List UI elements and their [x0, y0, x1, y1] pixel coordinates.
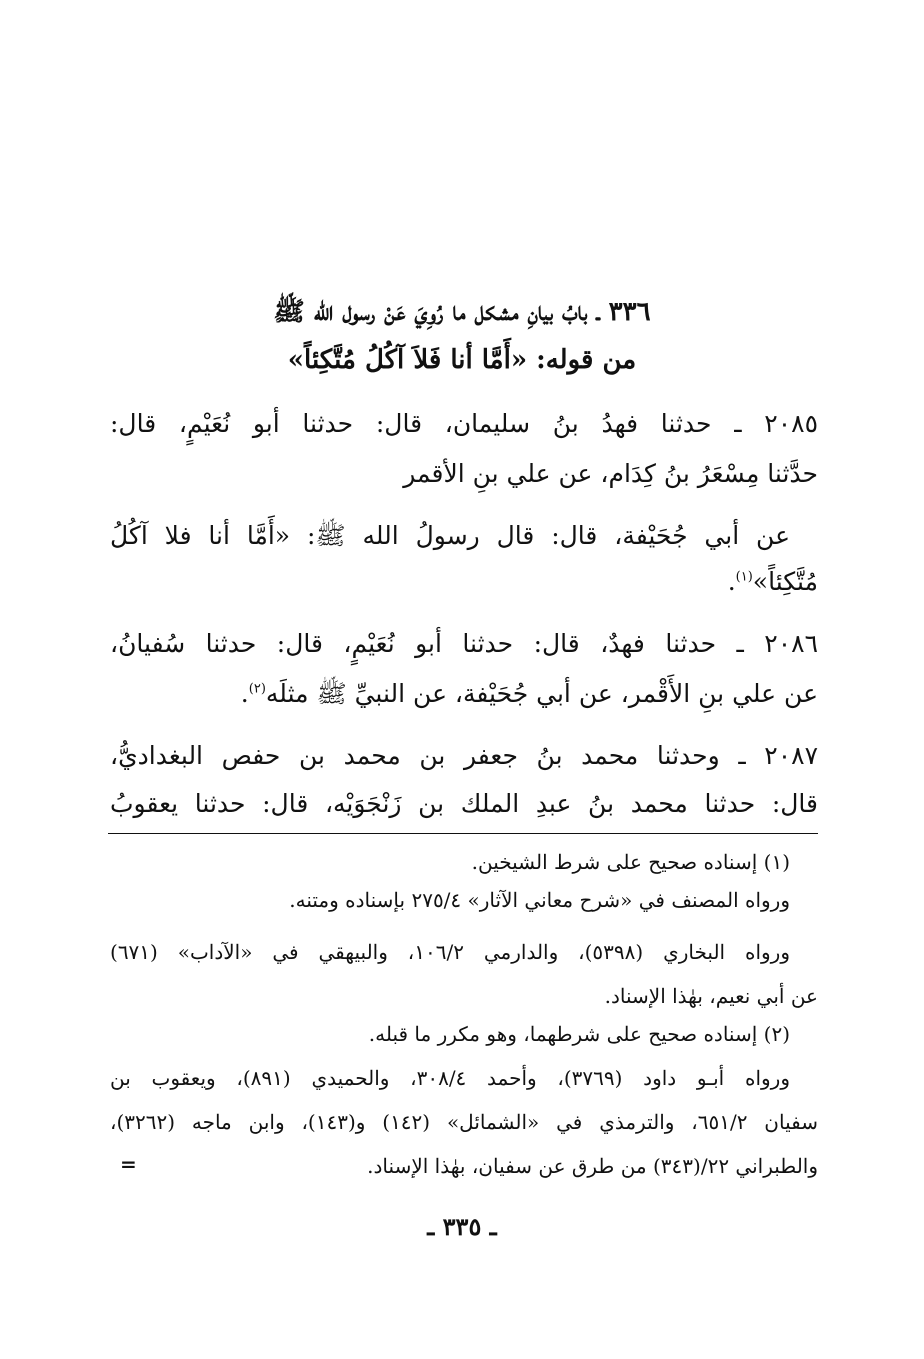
footnote-ref-1: (١) [735, 569, 753, 585]
footnote-line-1: (١) إسناده صحيح على شرط الشيخين. [471, 850, 790, 874]
continuation-mark: = [120, 1152, 137, 1176]
hadith-2086-line-2-text: عن علي بنِ الأَقْمر، عن أبي جُحَيْفة، عن النبيِّ ﷺ مثلَه [265, 679, 818, 708]
footnote-line-7: سفيان ٦٥١/٢، والترمذي في «الشمائل» (١٤٢) و(١٤٣)، وابن ماجه (٣٢٦٢)، [110, 1110, 818, 1134]
footnote-ref-2: (٢) [248, 681, 266, 697]
footnote-divider [108, 833, 818, 834]
hadith-2085-line-2: حدَّثنا مِسْعَرُ بنُ كِدَام، عن علي بنِ الأقمر [403, 459, 818, 488]
hadith-2085-line-4 [110, 562, 818, 602]
footnote-line-3: ورواه البخاري (٥٣٩٨)، والدارمي ١٠٦/٢، والبيهقي في «الآداب» (٦٧١) [110, 940, 790, 964]
footnote-line-2: ورواه المصنف في «شرح معاني الآثار» ٢٧٥/٤ بإسناده ومتنه. [289, 888, 790, 912]
footnote-line-4: عن أبي نعيم، بهٰذا الإسناد. [604, 984, 818, 1008]
footnote-line-6: ورواه أبـو داود (٣٧٦٩)، وأحمد ٣٠٨/٤، والحميدي (٨٩١)، ويعقوب بن [110, 1066, 790, 1090]
chapter-heading-line-2: من قوله: «أَمَّا أنا فَلاَ آكُلُ مُتَّكِئاً» [287, 345, 637, 375]
hadith-2087-line-1: ٢٠٨٧ ـ وحدثنا محمد بنُ جعفر بن محمد بن حفص البغداديُّ، [110, 741, 818, 770]
hadith-2085-line-4-text: مُتَّكِئاً» [752, 567, 818, 596]
hadith-2085-end-mark: . [727, 567, 736, 596]
chapter-heading-line-1: ٣٣٦ ـ بابُ بيانِ مشكل ما رُوِيَ عَنْ رسول الله ﷺ [273, 297, 651, 327]
hadith-2086-line-1: ٢٠٨٦ ـ حدثنا فهدٌ، قال: حدثنا أبو نُعَيْمٍ، قال: حدثنا سُفيانُ، [110, 629, 818, 658]
page-number: ـ ٣٣٥ ـ [427, 1212, 497, 1241]
hadith-2087-line-2: قال: حدثنا محمد بنُ عبدِ الملك بن زَنْجَوَيْه، قال: حدثنا يعقوبُ [110, 789, 818, 818]
hadith-2086-end-mark: . [240, 679, 249, 708]
hadith-2085-line-1: ٢٠٨٥ ـ حدثنا فهدُ بنُ سليمان، قال: حدثنا أبو نُعَيْمٍ، قال: [110, 409, 818, 438]
footnote-line-5: (٢) إسناده صحيح على شرطهما، وهو مكرر ما قبله. [368, 1022, 790, 1046]
hadith-2085-line-3: عن أبي جُحَيْفة، قال: قال رسولُ الله ﷺ: «أَمَّا أنا فلا آكُلُ [110, 521, 790, 550]
hadith-2086-line-2 [110, 674, 818, 714]
footnote-line-8: والطبراني ٢٢/(٣٤٣) من طرق عن سفيان، بهٰذا الإسناد. [367, 1154, 818, 1178]
